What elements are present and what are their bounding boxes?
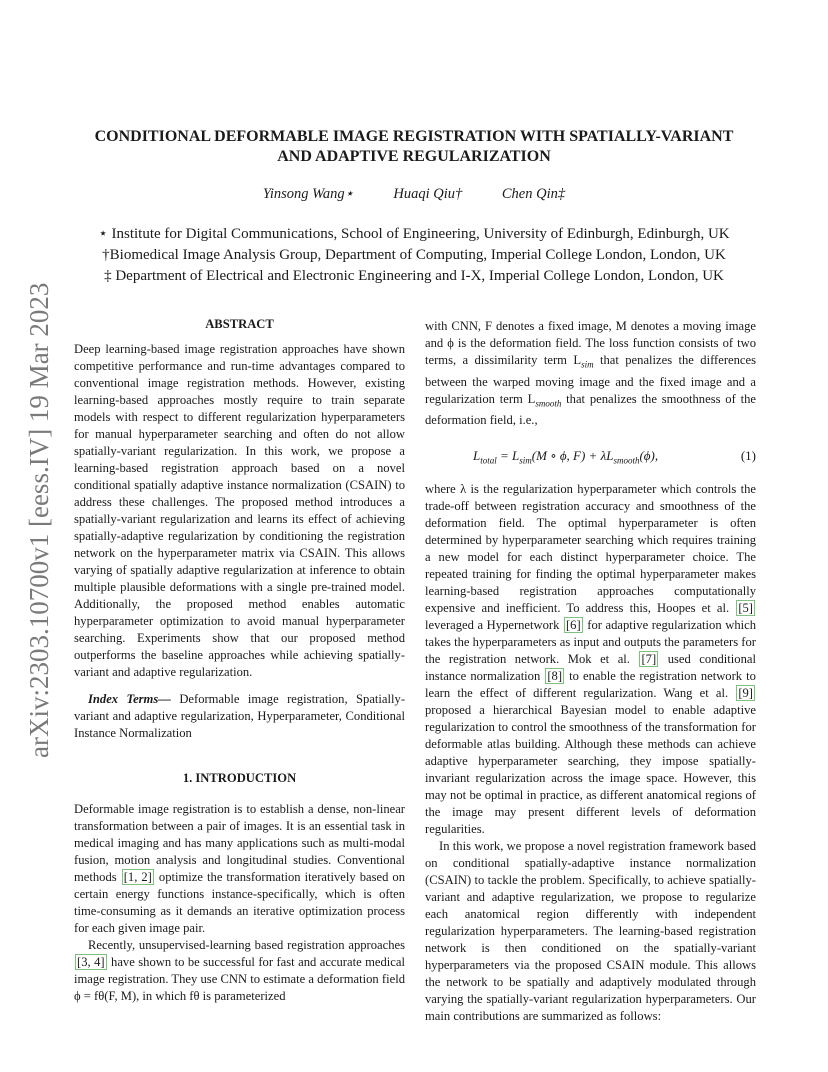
right-paragraph-3: In this work, we propose a novel registration framework based on conditional spatially-adaptive instance normalization (CSAIN) to tackle the problem. Specifically, to achieve spatially-variant and adaptive regularization, we propose to regularize each anatomical region differently with independent regularization hyperparameters. The learning-based registration network is then conditioned on the spatially-variant hyperparameters via the proposed CSAIN module. This allows the network to be spatially and adaptively modulated through varying the spatially-variant regularization hyperparameters. Our main contributions are summarized as follows:: [425, 839, 756, 1024]
citation-link[interactable]: [7]: [641, 652, 657, 667]
introduction-heading: 1. INTRODUCTION: [182, 771, 297, 785]
right-paragraph-2: [425, 481, 756, 838]
arxiv-identifier[interactable]: arXiv:2303.10700v1 [eess.IV] 19 Mar 2023: [24, 282, 54, 758]
author-3: Chen Qin‡: [501, 186, 566, 202]
title-line-1: CONDITIONAL DEFORMABLE IMAGE REGISTRATION WITH SPATIALLY-VARIANT: [94, 128, 734, 145]
author-1: Yinsong Wang⋆: [262, 186, 354, 202]
eq-lhs-sub: total: [480, 455, 497, 466]
affiliation-3: ‡ Department of Electrical and Electronic Engineering and I-X, Imperial College London, London, UK: [104, 268, 724, 284]
index-terms: [74, 691, 405, 742]
right-p2-text: for adaptive regularization which takes the hyperparameters as input and outputs the parameters for the registration network. Mok et al.: [425, 618, 756, 667]
right-p2-text: to enable the registration network to learn the effect of different regularization. Wang et al.: [425, 669, 756, 701]
intro-paragraph-1: [74, 801, 405, 937]
right-p1-mid: that penalizes the differences between the warped moving image and the fixed image and a regularization term L: [425, 353, 756, 406]
equation-number: (1): [740, 448, 756, 464]
equation-body: [473, 447, 658, 470]
eq-rhs-mid: (M ∘ ϕ, F) + λL: [531, 448, 614, 464]
subscript: smooth: [535, 398, 562, 409]
abstract-text: Deep learning-based image registration approaches have shown competitive performance and run-time advantages compared to conventional image registration methods. However, existing learning-based approaches mostly require to train separate models with respect to different regularization hyperparameters for manual hyperparameter searching and often do not allow spatially-variant regularization. In this work, we propose a learning-based registration approach based on a novel conditional spatially adaptive instance normalization (CSAIN) to address these challenges. The proposed method introduces a spatially-variant regularization and learns its effect of achieving spatially-adaptive regularization by conditioning the registration network on the hyperparameter matrix via CSAIN. This allows varying of spatially adaptive regularization at inference to obtain multiple plausible deformations with a single pre-trained model. Additionally, the proposed method enables automatic hyperparameter optimization to avoid manual hyperparameter searching. Experiments show that our proposed method outperforms the baseline approaches while achieving spatially-variant and adaptive regularization.: [74, 342, 405, 679]
affiliation-list: [70, 224, 758, 287]
right-column: [425, 318, 756, 1025]
subscript: sim: [581, 359, 594, 370]
right-p2-text: proposed a hierarchical Bayesian model to enable adaptive regularization to control the smoothness of the transformation for deformable atlas building. Although these methods can achieve adaptive hyperparameter searching, they impose spatially-invariant regularization across the image space. However, this may not be optimal in practice, as different anatomical regions of the image may present different levels of deformation regularities.: [425, 703, 756, 837]
right-p2-text: where λ is the regularization hyperparameter which controls the trade-off between registration accuracy and smoothness of the deformation field. The optimal hyperparameter is often determined by hyperparameter searching which requires training a new model for each distinct hyperparameter choice. The repeated training for finding the optimal hyperparameter makes learning-based registration approaches computationally expensive and inefficient. To address this, Hoopes et al.: [425, 482, 756, 616]
index-terms-label: Index Terms—: [88, 692, 171, 706]
index-terms-text: Deformable image registration, Spatially-variant and adaptive regularization, Hyperparameter, Conditional Instance Normalization: [74, 692, 406, 740]
left-column: [74, 316, 405, 1005]
citation-link[interactable]: [9]: [738, 686, 753, 701]
right-p2-text: used conditional instance normalization: [425, 652, 756, 684]
affiliation-1: ⋆ Institute for Digital Communications, School of Engineering, University of Edinburgh, Edinburgh, UK: [98, 226, 730, 242]
right-p1-end: that penalizes the smoothness of the deformation field, i.e.,: [425, 391, 756, 428]
author-2: Huaqi Qiu†: [393, 186, 463, 202]
affiliation-2: †Biomedical Image Analysis Group, Department of Computing, Imperial College London, London, UK: [102, 247, 726, 263]
citation-link[interactable]: [1, 2]: [123, 870, 152, 884]
equation-1: [425, 439, 756, 473]
paper-title: [70, 127, 758, 167]
intro-p2-text: Recently, unsupervised-learning based registration approaches: [88, 938, 405, 952]
intro-paragraph-2: [74, 937, 405, 1005]
eq-rhs-sub1: sim: [519, 455, 532, 466]
abstract-heading: ABSTRACT: [205, 317, 274, 331]
right-p1-text: with CNN, F denotes a fixed image, M denotes a moving image and ϕ is the deformation field. The loss function consists of two terms, a dissimilarity term L: [425, 319, 756, 367]
right-paragraph-1: [425, 318, 756, 429]
author-list: [70, 186, 758, 203]
intro-p2-text-end: have shown to be successful for fast and accurate medical image registration. They use CNN to estimate a deformation field ϕ = fθ(F, M), in which fθ is parameterized: [74, 955, 405, 1003]
eq-rhs: = L: [496, 448, 520, 464]
citation-link[interactable]: [5]: [738, 601, 753, 616]
right-p2-text: leveraged a Hypernetwork: [425, 618, 560, 633]
eq-rhs-end: (ϕ),: [639, 448, 659, 464]
eq-rhs-sub2: smooth: [613, 455, 640, 466]
citation-link[interactable]: [8]: [547, 669, 563, 684]
intro-p1-text: Deformable image registration is to establish a dense, non-linear transformation between a pair of images. It is an essential task in medical imaging and has many applications such as multi-modal fusion, motion analysis and longitudinal studies. Conventional methods: [74, 802, 405, 884]
intro-p1-text-end: optimize the transformation iteratively based on certain energy functions instance-specifically, which is often time-consuming as it demands an iterative optimization process for each given image pair.: [74, 870, 405, 935]
citation-link[interactable]: [3, 4]: [77, 955, 105, 969]
citation-link[interactable]: [6]: [565, 618, 581, 633]
eq-lhs: L: [473, 448, 481, 464]
title-line-2: AND ADAPTIVE REGULARIZATION: [277, 148, 551, 165]
